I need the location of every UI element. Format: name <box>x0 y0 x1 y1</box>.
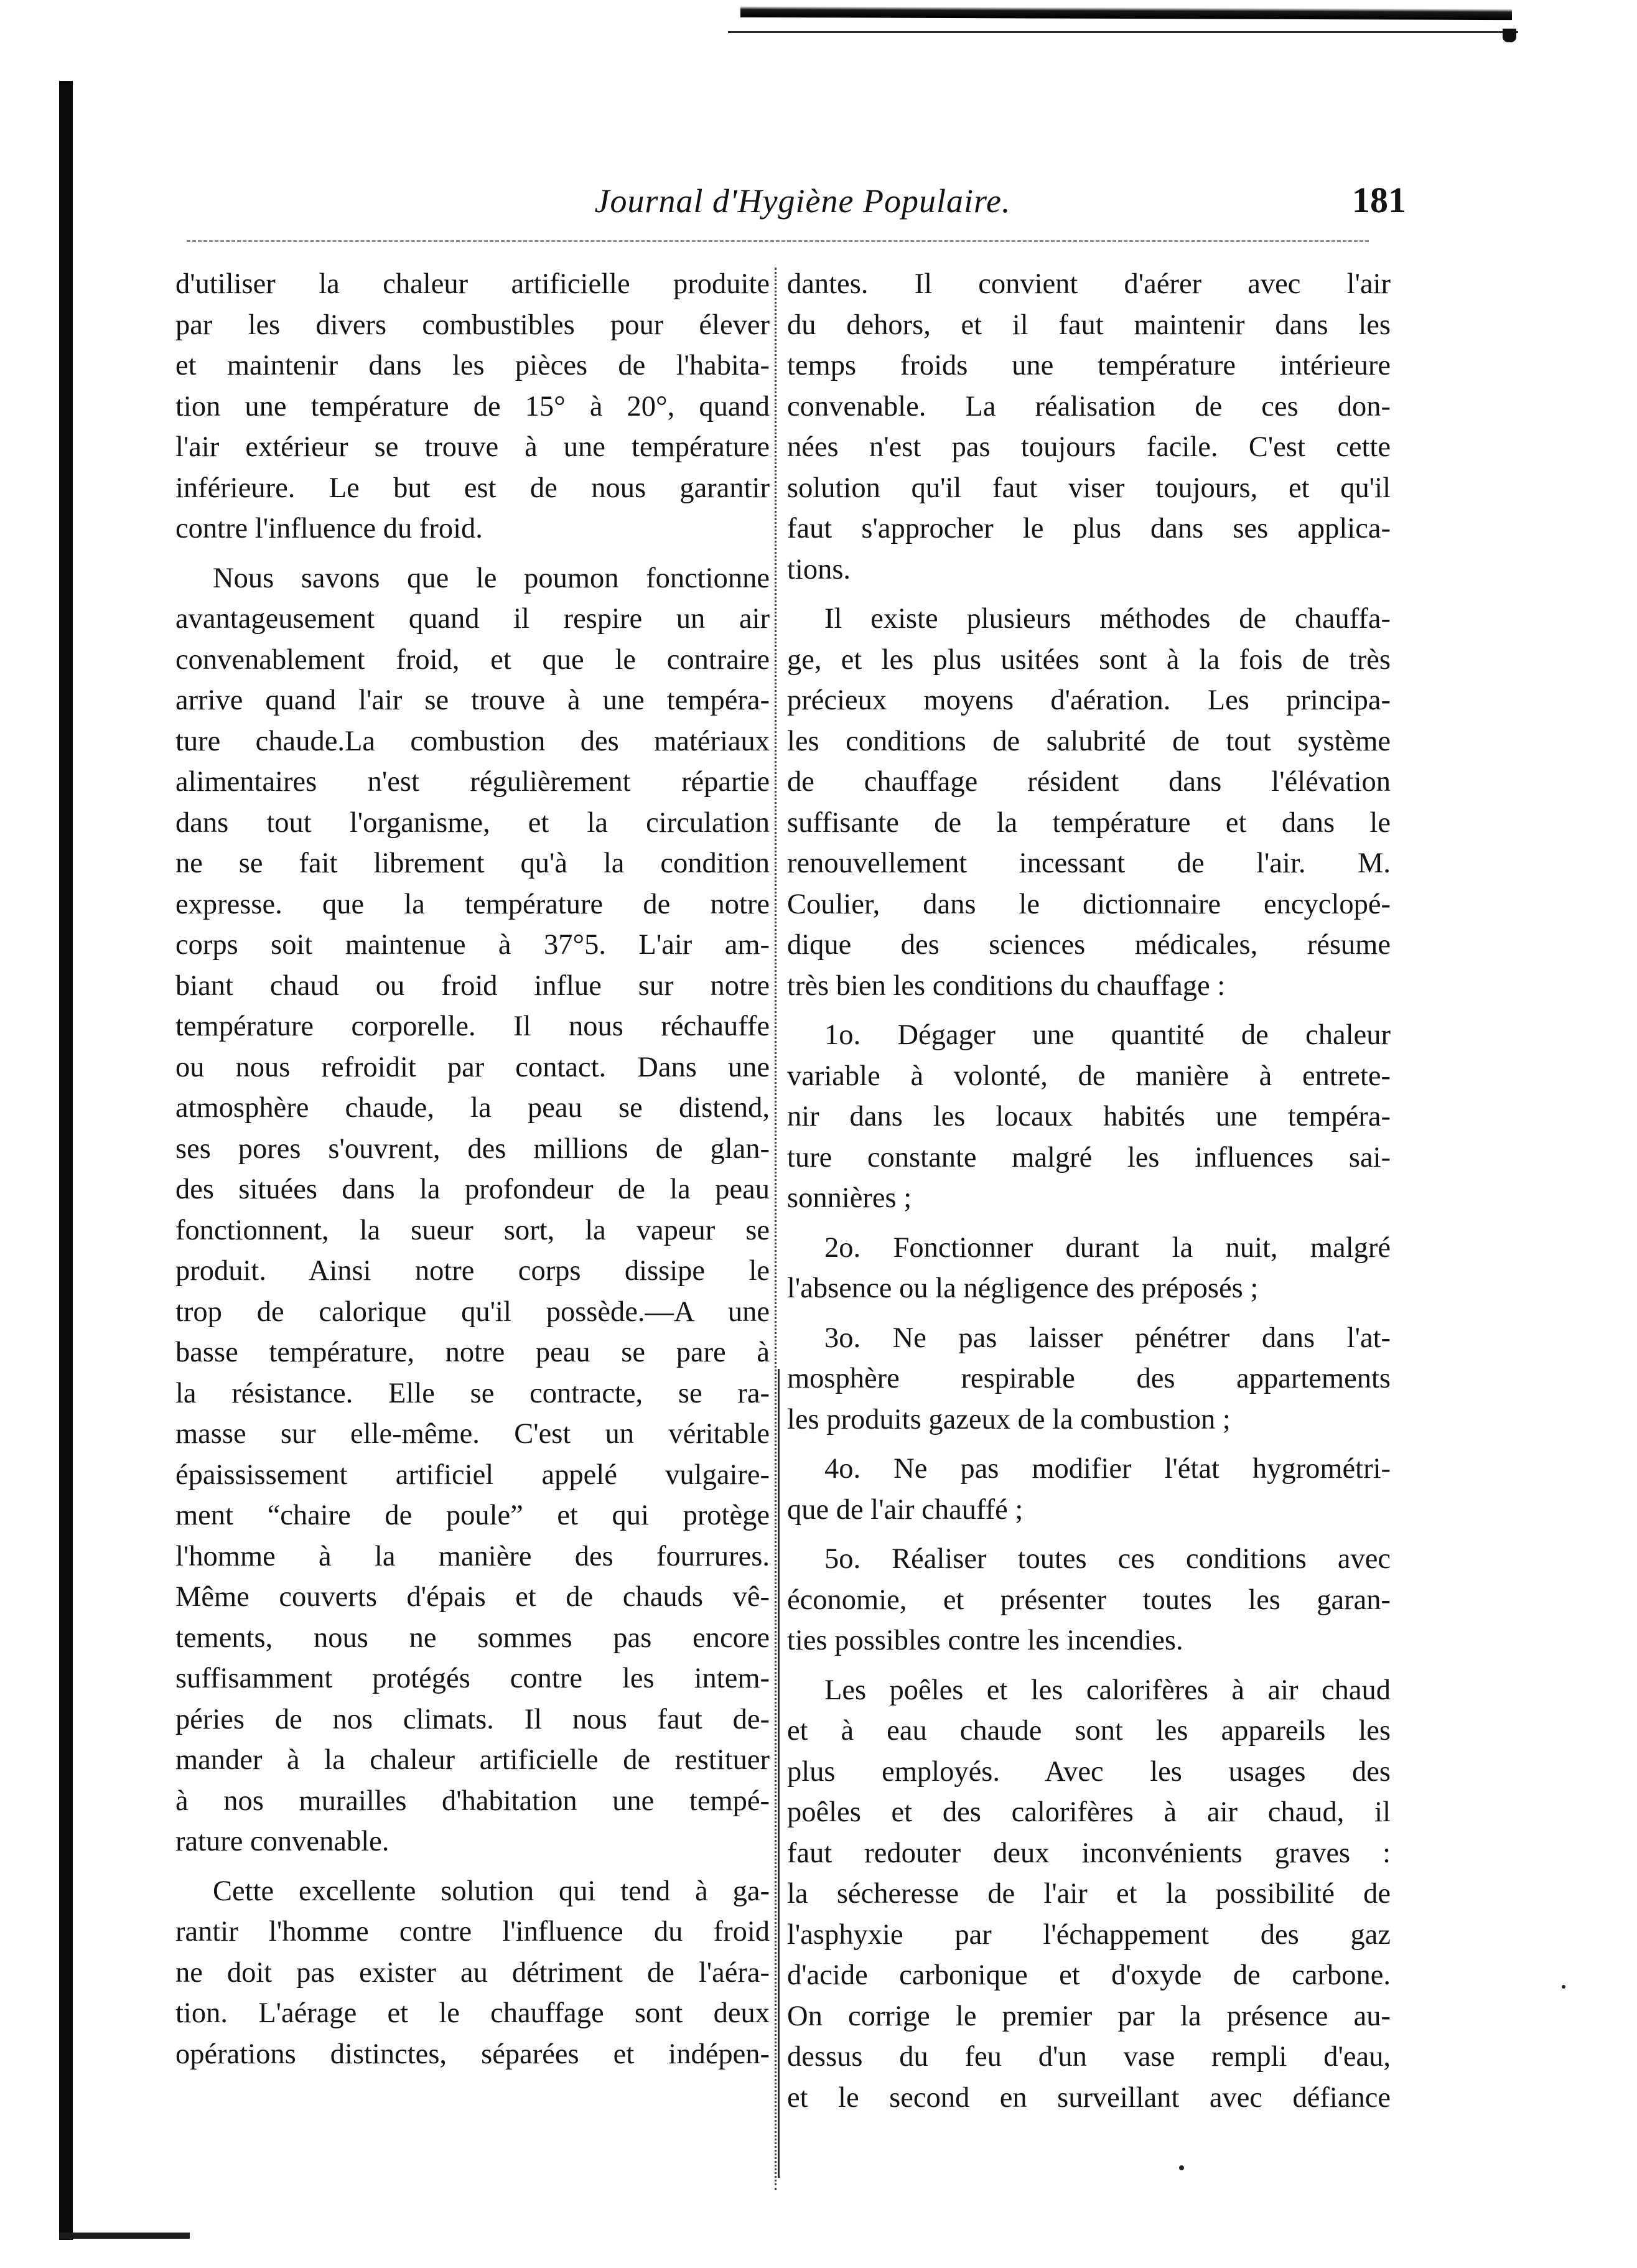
text-line: des situées dans la profondeur de la peau <box>175 1174 770 1205</box>
right-column <box>787 264 1391 2118</box>
top-edge-rule <box>740 6 1512 20</box>
text-line: 1o. Dégager une quantité de chaleur <box>824 1019 1391 1051</box>
text-line: la sécheresse de l'air et la possibilité de <box>787 1878 1391 1910</box>
text-line: tions. <box>787 553 851 586</box>
text-line: opérations distinctes, séparées et indépen- <box>175 2038 770 2070</box>
running-title: Journal d'Hygiène Populaire. <box>594 182 1011 220</box>
text-line: dique des sciences médicales, résume <box>787 929 1391 961</box>
text-line: arrive quand l'air se trouve à une tempéra- <box>175 684 770 716</box>
text-line: trop de calorique qu'il possède.—A une <box>175 1295 770 1328</box>
text-line: dessus du feu d'un vase rempli d'eau, <box>787 2041 1391 2073</box>
print-speck <box>1179 2165 1184 2170</box>
text-line: ses pores s'ouvrent, des millions de glan- <box>175 1132 770 1165</box>
left-column <box>175 264 770 2074</box>
text-line: tion. L'aérage et le chauffage sont deux <box>175 1997 770 2029</box>
text-line: faut redouter deux inconvénients graves : <box>787 1837 1391 1869</box>
text-line: 5o. Réaliser toutes ces conditions avec <box>824 1543 1391 1575</box>
text-line: ture chaude.La combustion des matériaux <box>175 725 770 757</box>
text-line: faut s'approcher le plus dans ses applica- <box>787 513 1391 544</box>
binding-shadow-foot <box>59 2233 190 2239</box>
text-line: et à eau chaude sont les appareils les <box>787 1715 1391 1747</box>
text-line: rantir l'homme contre l'influence du froid <box>175 1916 770 1948</box>
text-line: inférieure. Le but est de nous garantir <box>175 472 770 504</box>
header-rule <box>187 240 1369 242</box>
text-line: nir dans les locaux habités une tempéra- <box>787 1101 1391 1132</box>
text-line: suffisante de la température et dans le <box>787 806 1391 839</box>
text-line: convenablement froid, et que le contraire <box>175 643 770 676</box>
text-line: et maintenir dans les pièces de l'habita- <box>175 350 770 381</box>
text-line: temps froids une température intérieure <box>787 350 1391 381</box>
text-line: Coulier, dans le dictionnaire encyclopé- <box>787 888 1391 920</box>
text-line: et le second en surveillant avec défiance <box>787 2081 1391 2114</box>
text-line: solution qu'il faut viser toujours, et qu'il <box>787 472 1391 504</box>
text-line: tion une température de 15° à 20°, quand <box>175 390 770 422</box>
text-line: atmosphère chaude, la peau se distend, <box>175 1092 770 1124</box>
text-line: l'asphyxie par l'échappement des gaz <box>787 1918 1391 1951</box>
text-line: convenable. La réalisation de ces don- <box>787 390 1391 422</box>
text-line: l'absence ou la négligence des préposés ; <box>787 1272 1259 1304</box>
text-line: ment “chaire de poule” et qui protège <box>175 1500 770 1531</box>
text-line: ture constante malgré les influences sai- <box>787 1141 1391 1174</box>
text-line: précieux moyens d'aération. Les principa- <box>787 684 1391 716</box>
text-line: température corporelle. Il nous réchauffe <box>175 1010 770 1042</box>
text-line: dantes. Il convient d'aérer avec l'air <box>787 268 1391 300</box>
text-line: fonctionnent, la sueur sort, la vapeur se <box>175 1214 770 1246</box>
text-line: suffisamment protégés contre les intem- <box>175 1663 770 1694</box>
column-divider-lower <box>778 1369 780 2178</box>
text-line: sonnières ; <box>787 1182 912 1214</box>
text-line: à nos murailles d'habitation une tempé- <box>175 1785 770 1817</box>
text-line: nées n'est pas toujours facile. C'est cette <box>787 431 1391 463</box>
column-divider <box>775 268 777 2190</box>
text-line: l'air extérieur se trouve à une température <box>175 431 770 463</box>
text-line: d'utiliser la chaleur artificielle produite <box>175 268 770 300</box>
text-line: On corrige le premier par la présence au- <box>787 2000 1391 2032</box>
page-header <box>187 182 1406 238</box>
text-line: les conditions de salubrité de tout système <box>787 725 1391 757</box>
text-line: les produits gazeux de la combustion ; <box>787 1403 1231 1435</box>
page-number: 181 <box>1352 180 1406 220</box>
text-line: mosphère respirable des appartements <box>787 1363 1391 1394</box>
top-edge-thin-rule <box>728 31 1518 33</box>
text-line: alimentaires n'est régulièrement répartie <box>175 766 770 798</box>
text-line: masse sur elle-même. C'est un véritable <box>175 1418 770 1450</box>
text-line: expresse. que la température de notre <box>175 888 770 920</box>
text-line: Cette excellente solution qui tend à ga- <box>213 1875 770 1907</box>
top-edge-rule-end <box>1503 29 1516 42</box>
text-line: du dehors, et il faut maintenir dans les <box>787 309 1391 341</box>
text-line: produit. Ainsi notre corps dissipe le <box>175 1255 770 1287</box>
binding-shadow <box>59 81 73 2240</box>
text-line: ne doit pas exister au détriment de l'aéra- <box>175 1956 770 1989</box>
text-line: ne se fait librement qu'à la condition <box>175 847 770 879</box>
text-line: très bien les conditions du chauffage : <box>787 969 1226 1002</box>
text-line: renouvellement incessant de l'air. M. <box>787 847 1391 879</box>
text-line: ou nous refroidit par contact. Dans une <box>175 1051 770 1083</box>
text-line: poêles et des calorifères à air chaud, il <box>787 1796 1391 1828</box>
print-speck <box>1562 1985 1565 1989</box>
text-line: de chauffage résident dans l'élévation <box>787 766 1391 798</box>
text-line: par les divers combustibles pour élever <box>175 309 770 341</box>
text-line: que de l'air chauffé ; <box>787 1493 1024 1526</box>
text-line: péries de nos climats. Il nous faut de- <box>175 1703 770 1735</box>
text-line: tements, nous ne sommes pas encore <box>175 1622 770 1654</box>
text-line: plus employés. Avec les usages des <box>787 1755 1391 1788</box>
text-line: épaississement artificiel appelé vulgaire- <box>175 1458 770 1491</box>
text-line: 2o. Fonctionner durant la nuit, malgré <box>824 1231 1391 1264</box>
text-line: économie, et présenter toutes les garan- <box>787 1584 1391 1616</box>
text-line: 3o. Ne pas laisser pénétrer dans l'at- <box>824 1322 1391 1354</box>
text-line: l'homme à la manière des fourrures. <box>175 1540 770 1572</box>
text-line: dans tout l'organisme, et la circulation <box>175 806 770 839</box>
text-line: d'acide carbonique et d'oxyde de carbone. <box>787 1959 1391 1991</box>
text-line: contre l'influence du froid. <box>175 513 483 544</box>
text-line: Il existe plusieurs méthodes de chauffa- <box>824 603 1391 635</box>
text-line: rature convenable. <box>175 1826 389 1857</box>
text-line: basse température, notre peau se pare à <box>175 1337 770 1368</box>
text-line: Nous savons que le poumon fonctionne <box>213 562 770 594</box>
text-line: Même couverts d'épais et de chauds vê- <box>175 1581 770 1613</box>
text-line: variable à volonté, de manière à entrete- <box>787 1060 1391 1092</box>
text-line: avantageusement quand il respire un air <box>175 603 770 635</box>
text-line: 4o. Ne pas modifier l'état hygrométri- <box>824 1453 1391 1485</box>
text-line: Les poêles et les calorifères à air chaud <box>824 1674 1391 1706</box>
text-line: biant chaud ou froid influe sur notre <box>175 969 770 1002</box>
text-line: ge, et les plus usitées sont à la fois de très <box>787 643 1391 676</box>
text-line: mander à la chaleur artificielle de restituer <box>175 1744 770 1776</box>
text-line: corps soit maintenue à 37°5. L'air am- <box>175 929 770 961</box>
text-line: la résistance. Elle se contracte, se ra- <box>175 1377 770 1409</box>
text-line: ties possibles contre les incendies. <box>787 1625 1183 1656</box>
